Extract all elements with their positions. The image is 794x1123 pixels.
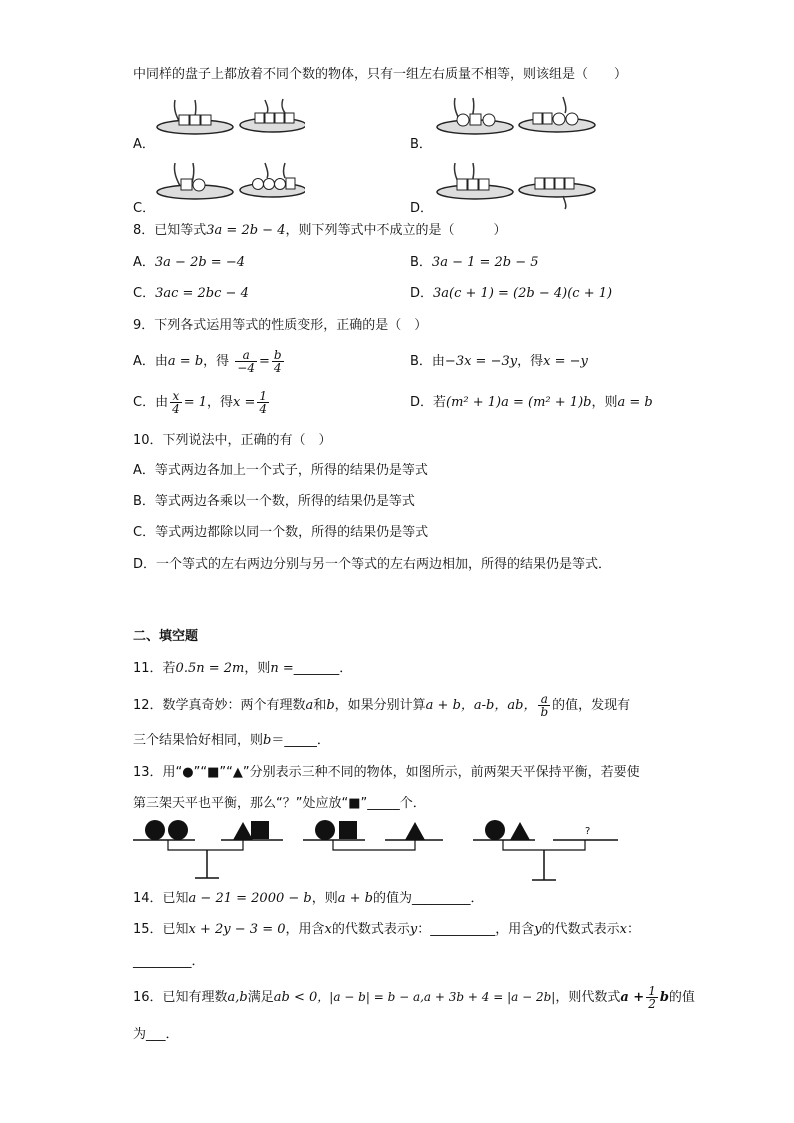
q8-option-b[interactable]: B．3a − 1 = 2b − 5 xyxy=(410,255,539,270)
triangle-icon xyxy=(233,822,253,840)
square-icon xyxy=(339,821,357,839)
q13-line2: 第三架天平也平衡，那么“？”处应放“■”_____个． xyxy=(133,796,426,811)
q9-a-fraction-left: $\frac{a}{-4}$ xyxy=(237,348,255,375)
q14-answer-blank[interactable]: 的值为_________． xyxy=(372,891,484,906)
balance-3 xyxy=(473,820,618,880)
q7-figure-b xyxy=(435,95,600,145)
q10-option-d[interactable]: D．一个等式的左右两边分别与另一个等式的左右两边相加，所得的结果仍是等式． xyxy=(133,557,612,572)
circle-icon xyxy=(145,820,165,840)
q7-figure-d xyxy=(435,160,600,210)
q7-figure-c xyxy=(155,160,305,210)
q10-option-b[interactable]: B．等式两边各乘以一个数，所得的结果仍是等式 xyxy=(133,494,415,509)
q13-balances-figure xyxy=(133,818,623,884)
circle-icon xyxy=(315,820,335,840)
square-icon xyxy=(251,821,269,839)
q9-option-c[interactable]: C．由 $\frac{x}{4}$ = 1，得x = $\frac{1}{4}$ xyxy=(133,389,268,416)
q9-option-b[interactable]: B．由−3x = −3y，得x = −y xyxy=(410,354,588,369)
q12-answer-blank[interactable]: ＝_____． xyxy=(271,733,330,748)
q15-answer-blank-2[interactable]: _________． xyxy=(133,954,205,969)
q8-option-d[interactable]: D．3a(c + 1) = (2b − 4)(c + 1) xyxy=(410,286,613,301)
balance-1 xyxy=(133,820,283,878)
q9-option-a[interactable]: A．由a = b，得 $\frac{a}{-4}$ = $\frac{b}{4}$ xyxy=(133,348,282,375)
q8-option-a[interactable]: A．3a − 2b = −4 xyxy=(133,255,245,270)
q8-option-c[interactable]: C．3ac = 2bc − 4 xyxy=(133,286,249,301)
q7-figure-a xyxy=(155,95,305,145)
q13-line1: 13．用“●”“■”“▲”分别表示三种不同的物体，如图所示，前两架天平保持平衡，若要使 xyxy=(133,765,640,780)
q7-stem: 中同样的盘子上都放着不同个数的物体，只有一组左右质量不相等，则该组是（ ） xyxy=(133,67,628,82)
q9-stem: 9．下列各式运用等式的性质变形，正确的是（ ） xyxy=(133,318,428,333)
q12-line2: 三个结果恰好相同，则b＝_____． xyxy=(133,733,330,748)
balance-2 xyxy=(303,820,443,850)
q10-option-c[interactable]: C．等式两边都除以同一个数，所得的结果仍是等式 xyxy=(133,525,429,540)
q16-line2[interactable]: 为___． xyxy=(133,1027,179,1042)
q9-c-fraction: $\frac{x}{4}$ xyxy=(172,389,180,416)
triangle-icon xyxy=(405,822,425,840)
question-mark: ? xyxy=(585,826,591,837)
q16-fraction: $\frac{1}{2}$ xyxy=(648,984,656,1011)
q9-a-fraction-right: $\frac{b}{4}$ xyxy=(273,348,282,375)
q7-option-a-label[interactable]: A． xyxy=(133,137,155,152)
circle-icon xyxy=(485,820,505,840)
q14: 14．已知a − 21 = 2000 − b，则a + b的值为_________． xyxy=(133,891,484,906)
q12-fraction: $\frac{a}{b}$ xyxy=(540,692,549,719)
q9-option-d[interactable]: D．若(m² + 1)a = (m² + 1)b，则a = b xyxy=(410,395,653,410)
q7-option-d-label[interactable]: D． xyxy=(410,201,434,216)
q10-option-a[interactable]: A．等式两边各加上一个式子，所得的结果仍是等式 xyxy=(133,463,428,478)
q7-option-b-label[interactable]: B． xyxy=(410,137,432,152)
section-title-fill-in: 二、填空题 xyxy=(133,629,199,644)
q11-answer-blank[interactable]: _______ xyxy=(293,661,340,676)
q9-c-fraction-result: $\frac{1}{4}$ xyxy=(259,389,268,416)
q15-line1: 15．已知x + 2y − 3 = 0，用含x的代数式表示y：__________，用含y的代数式表示x： xyxy=(133,922,640,937)
q12-line1: 12．数学真奇妙：两个有理数a和b，如果分别计算a + b，a-b，ab， $\frac{a}{b}$ 的值，发现有 xyxy=(133,692,631,719)
q8-stem: 8．已知等式3a = 2b − 4，则下列等式中不成立的是（ ） xyxy=(133,223,507,238)
q16-line1: 16．已知有理数a,b满足ab < 0，|a − b| = b − a,a + 3b + 4 = |a − 2b|，则代数式a + $\frac{1}{2}$ b的值 xyxy=(133,984,695,1011)
q11: 11．若0.5n = 2m，则n =_______． xyxy=(133,661,353,676)
circle-icon xyxy=(168,820,188,840)
q7-option-c-label[interactable]: C． xyxy=(133,201,156,216)
triangle-icon xyxy=(510,822,530,840)
q10-stem: 10．下列说法中，正确的有（ ） xyxy=(133,433,332,448)
